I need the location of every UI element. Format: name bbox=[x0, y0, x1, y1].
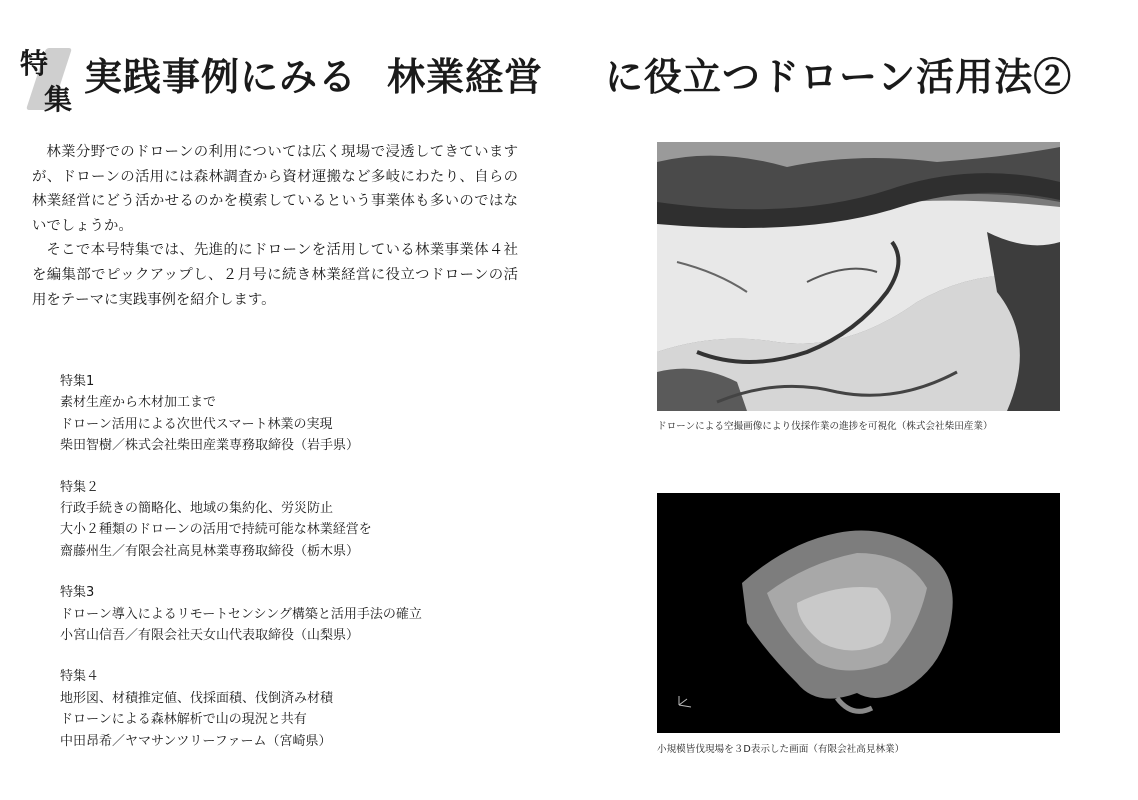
feature-item bbox=[60, 582, 480, 646]
photo-caption: ドローンによる空撮画像により伐採作業の進捗を可視化（株式会社柴田産業） bbox=[657, 421, 993, 432]
feature-item bbox=[60, 666, 480, 752]
intro-paragraph: 林業分野でのドローンの利用については広く現場で浸透してきていますが、ドローンの活用には森林調査から資材運搬など多岐にわたり、自らの林業経営にどう活かせるのかを模索しているという事業体も多いのではないでしょうか。 bbox=[32, 144, 518, 234]
feature-title-line: ドローン活用による次世代スマート林業の実現 bbox=[60, 416, 333, 432]
feature-author: 小宮山信吾／有限会社天女山代表取締役（山梨県） bbox=[60, 628, 360, 644]
feature-label: 特集２ bbox=[60, 479, 100, 495]
intro-text bbox=[32, 140, 518, 312]
feature-title-line: ドローン導入によるリモートセンシング構築と活用手法の確立 bbox=[60, 606, 422, 622]
feature-label: 特集1 bbox=[60, 374, 95, 389]
page-title bbox=[84, 46, 1072, 101]
title-part-2: 林業経営 bbox=[387, 54, 544, 99]
feature-title-line: 地形図、材積推定値、伐採面積、伐倒済み材積 bbox=[60, 690, 334, 706]
feature-item bbox=[60, 477, 480, 563]
feature-badge bbox=[18, 40, 76, 116]
feature-title-line: ドローンによる森林解析で山の現況と共有 bbox=[60, 712, 307, 728]
feature-title-line: 素材生産から木材加工まで bbox=[60, 395, 217, 411]
feature-item bbox=[60, 371, 480, 457]
feature-label: 特集４ bbox=[60, 669, 100, 685]
title-part-3: に役立つドローン活用法② bbox=[605, 54, 1073, 99]
terrain-3d-graphic bbox=[657, 493, 1060, 733]
badge-char-top: 特 bbox=[20, 47, 49, 80]
feature-label: 特集3 bbox=[60, 585, 95, 601]
feature-author: 齋藤州生／有限会社高見林業専務取締役（栃木県） bbox=[60, 543, 360, 559]
intro-paragraph: そこで本号特集では、先進的にドローンを活用している林業事業体４社を編集部でピックアップし、２月号に続き林業経営に役立つドローンの活用をテーマに実践事例を紹介します。 bbox=[32, 242, 518, 308]
feature-author: 柴田智樹／株式会社柴田産業専務取締役（岩手県） bbox=[60, 438, 360, 454]
feature-title-line: 行政手続きの簡略化、地域の集約化、労災防止 bbox=[60, 501, 334, 517]
terrain-3d-render bbox=[657, 493, 1060, 733]
badge-char-bottom: 集 bbox=[44, 83, 73, 116]
feature-title-line: 大小２種類のドローンの活用で持続可能な林業経営を bbox=[60, 522, 372, 538]
title-part-1: 実践事例にみる bbox=[84, 54, 358, 99]
aerial-photo-graphic bbox=[657, 142, 1060, 411]
aerial-photo bbox=[657, 142, 1060, 411]
render-caption: 小規模皆伐現場を３D表示した画面（有限会社高見林業） bbox=[657, 744, 905, 755]
feature-author: 中田昂希／ヤマサンツリーファーム（宮崎県） bbox=[60, 733, 332, 749]
feature-list bbox=[60, 371, 480, 772]
